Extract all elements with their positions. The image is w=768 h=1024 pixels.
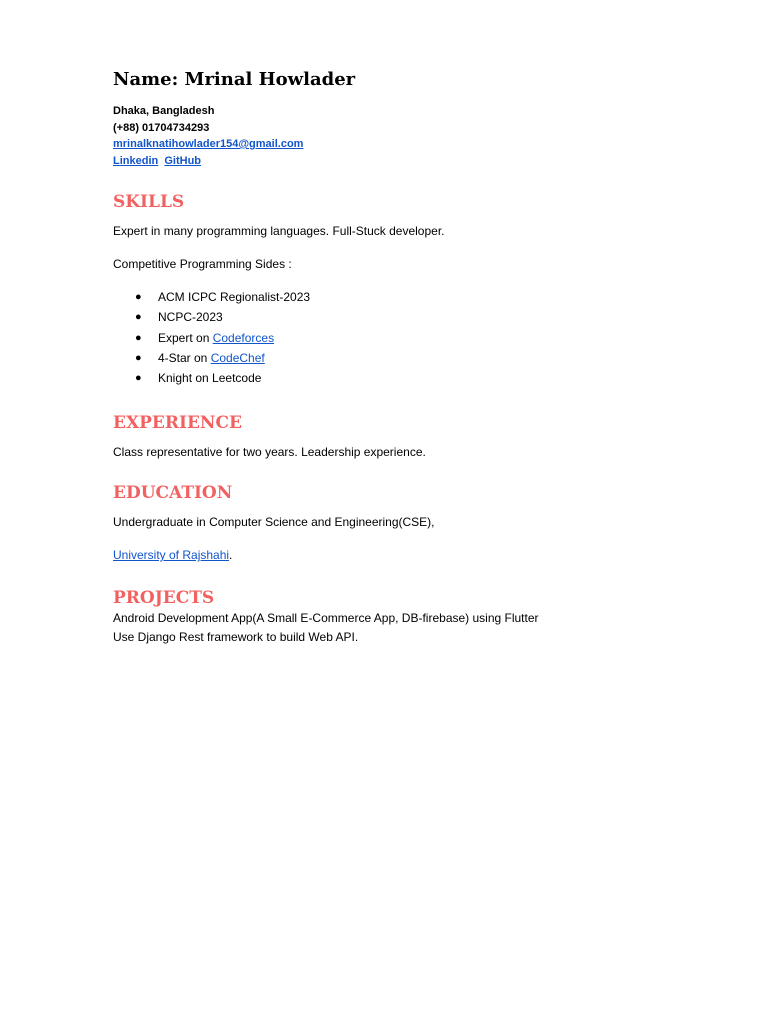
cp-list	[113, 287, 673, 388]
projects-heading: PROJECTS	[113, 588, 215, 609]
cp-intro: Competitive Programming Sides :	[113, 257, 292, 271]
bullet-icon: ●	[135, 331, 142, 344]
project-line: Android Development App(A Small E-Commerce App, DB-firebase) using Flutter	[113, 611, 539, 626]
linkedin-link[interactable]: Linkedin	[113, 154, 159, 167]
list-item: ● 4-Star on CodeChef	[113, 348, 673, 368]
education-degree: Undergraduate in Computer Science and Engineering(CSE),	[113, 515, 435, 530]
bullet-icon: ●	[135, 311, 142, 324]
experience-heading: EXPERIENCE	[113, 413, 242, 434]
list-item: ● ACM ICPC Regionalist-2023	[113, 287, 673, 307]
resume-page	[113, 66, 673, 645]
education-heading: EDUCATION	[113, 483, 233, 504]
list-item: ● Expert on Codeforces	[113, 328, 673, 348]
bullet-icon: ●	[135, 291, 142, 303]
skills-heading: SKILLS	[113, 192, 185, 212]
skills-summary: Expert in many programming languages. Full-Stuck developer.	[113, 224, 445, 238]
project-line: Use Django Rest framework to build Web API.	[113, 630, 359, 645]
bullet-icon: ●	[135, 351, 142, 364]
list-item: ● Knight on Leetcode	[113, 368, 673, 388]
experience-text: Class representative for two years. Leadership experience.	[113, 445, 426, 460]
github-link[interactable]: GitHub	[164, 154, 202, 167]
codechef-link[interactable]: CodeChef	[210, 350, 265, 365]
phone-text: (+88) 01704734293	[113, 121, 210, 134]
codeforces-link[interactable]: Codeforces	[212, 330, 275, 345]
contact-block	[113, 103, 673, 169]
list-item: ● NCPC-2023	[113, 307, 673, 327]
bullet-icon: ●	[135, 372, 142, 385]
resume-name-heading: Name: Mrinal Howlader	[113, 69, 356, 90]
email-link[interactable]: mrinalknatihowlader154@gmail.com	[113, 138, 304, 150]
education-university-line: University of Rajshahi.	[113, 548, 233, 563]
location-text: Dhaka, Bangladesh	[113, 105, 215, 117]
university-link[interactable]: University of Rajshahi	[113, 548, 230, 563]
